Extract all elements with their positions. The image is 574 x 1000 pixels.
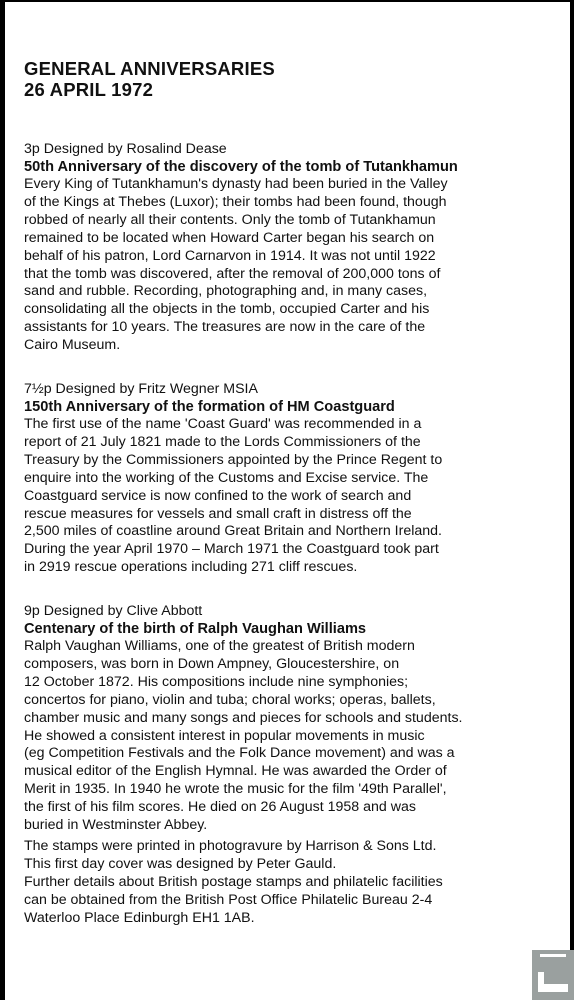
body-line: concertos for piano, violin and tuba; choral works; operas, ballets,	[24, 691, 436, 708]
body-line: sand and rubble. Recording, photographing and, in many cases,	[24, 283, 428, 300]
page-edge-right	[570, 0, 574, 1000]
stamp-section-tutankhamun	[24, 140, 564, 355]
body-line: Every King of Tutankhamun's dynasty had been buried in the Valley	[24, 176, 448, 192]
footer-line: This first day cover was designed by Peter Gauld.	[24, 855, 337, 872]
body-line: Coastguard service is now confined to the work of search and	[24, 487, 412, 504]
footer-notes	[24, 838, 564, 928]
body-line: musical editor of the English Hymnal. He was awarded the Order of	[24, 763, 447, 780]
body-line: enquire into the working of the Customs and Excise service. The	[24, 469, 429, 486]
body-line: behalf of his patron, Lord Carnarvon in 1914. It was not until 1922	[24, 247, 436, 264]
footer-line: Further details about British postage stamps and philatelic facilities	[24, 873, 443, 890]
body-line: 2,500 miles of coastline around Great Britain and Northern Ireland.	[24, 523, 442, 540]
designer-credit: 9p Designed by Clive Abbott	[24, 603, 203, 619]
designer-credit: 3p Designed by Rosalind Dease	[24, 141, 227, 157]
body-line: that the tomb was discovered, after the removal of 200,000 tons of	[24, 265, 441, 282]
body-line: the first of his film scores. He died on 26 August 1958 and was	[24, 799, 416, 816]
designer-credit: 7½p Designed by Fritz Wegner MSIA	[24, 381, 258, 397]
heading-line-2: 26 APRIL 1972	[24, 79, 154, 100]
section-body	[24, 176, 564, 355]
body-line: composers, was born in Down Ampney, Gloucestershire, on	[24, 655, 400, 672]
section-body	[24, 638, 564, 835]
body-line: During the year April 1970 – March 1971 the Coastguard took part	[24, 541, 439, 558]
body-line: robbed of nearly all their contents. Only the tomb of Tutankhamun	[24, 211, 436, 228]
body-line: The first use of the name 'Coast Guard' was recommended in a	[24, 416, 422, 432]
body-line: buried in Westminster Abbey.	[24, 817, 208, 834]
section-title: 50th Anniversary of the discovery of the tomb of Tutankhamun	[24, 159, 458, 175]
section-title: 150th Anniversary of the formation of HM Coastguard	[24, 399, 395, 415]
body-line: chamber music and many songs and pieces for schools and students.	[24, 709, 463, 726]
page-edge-top	[0, 0, 574, 2]
body-line: of the Kings at Thebes (Luxor); their tombs had been found, though	[24, 193, 447, 210]
body-line: Ralph Vaughan Williams, one of the greatest of British modern	[24, 638, 415, 654]
page-edge-left	[0, 0, 5, 1000]
body-line: He showed a consistent interest in popular movements in music	[24, 727, 425, 744]
body-line: rescue measures for vessels and small craft in distress off the	[24, 505, 412, 522]
body-line: (eg Competition Festivals and the Folk Dance movement) and was a	[24, 745, 455, 762]
body-line: in 2919 rescue operations including 271 cliff rescues.	[24, 559, 358, 576]
body-line: Cairo Museum.	[24, 337, 121, 354]
body-line: 12 October 1872. His compositions include nine symphonies;	[24, 673, 409, 690]
body-line: consolidating all the objects in the tomb, occupied Carter and his	[24, 301, 430, 318]
footer-text	[24, 838, 564, 928]
stamp-section-vaughan-williams	[24, 602, 564, 835]
stamp-section-coastguard	[24, 380, 564, 577]
body-line: assistants for 10 years. The treasures are now in the care of the	[24, 319, 426, 336]
heading-line-1: GENERAL ANNIVERSARIES	[24, 58, 275, 79]
footer-line: Waterloo Place Edinburgh EH1 1AB.	[24, 909, 255, 926]
footer-line: The stamps were printed in photogravure by Harrison & Sons Ltd.	[24, 838, 437, 854]
body-line: remained to be located when Howard Carter began his search on	[24, 229, 435, 246]
footer-line: can be obtained from the British Post Office Philatelic Bureau 2-4	[24, 891, 433, 908]
body-line: Treasury by the Commissioners appointed by the Prince Regent to	[24, 451, 443, 468]
body-line: Merit in 1935. In 1940 he wrote the music for the film '49th Parallel',	[24, 781, 447, 798]
section-body	[24, 416, 564, 577]
page-heading	[24, 58, 556, 100]
body-line: report of 21 July 1821 made to the Lords Commissioners of the	[24, 433, 421, 450]
publisher-logo-icon	[532, 950, 574, 1000]
section-title: Centenary of the birth of Ralph Vaughan Williams	[24, 621, 367, 637]
